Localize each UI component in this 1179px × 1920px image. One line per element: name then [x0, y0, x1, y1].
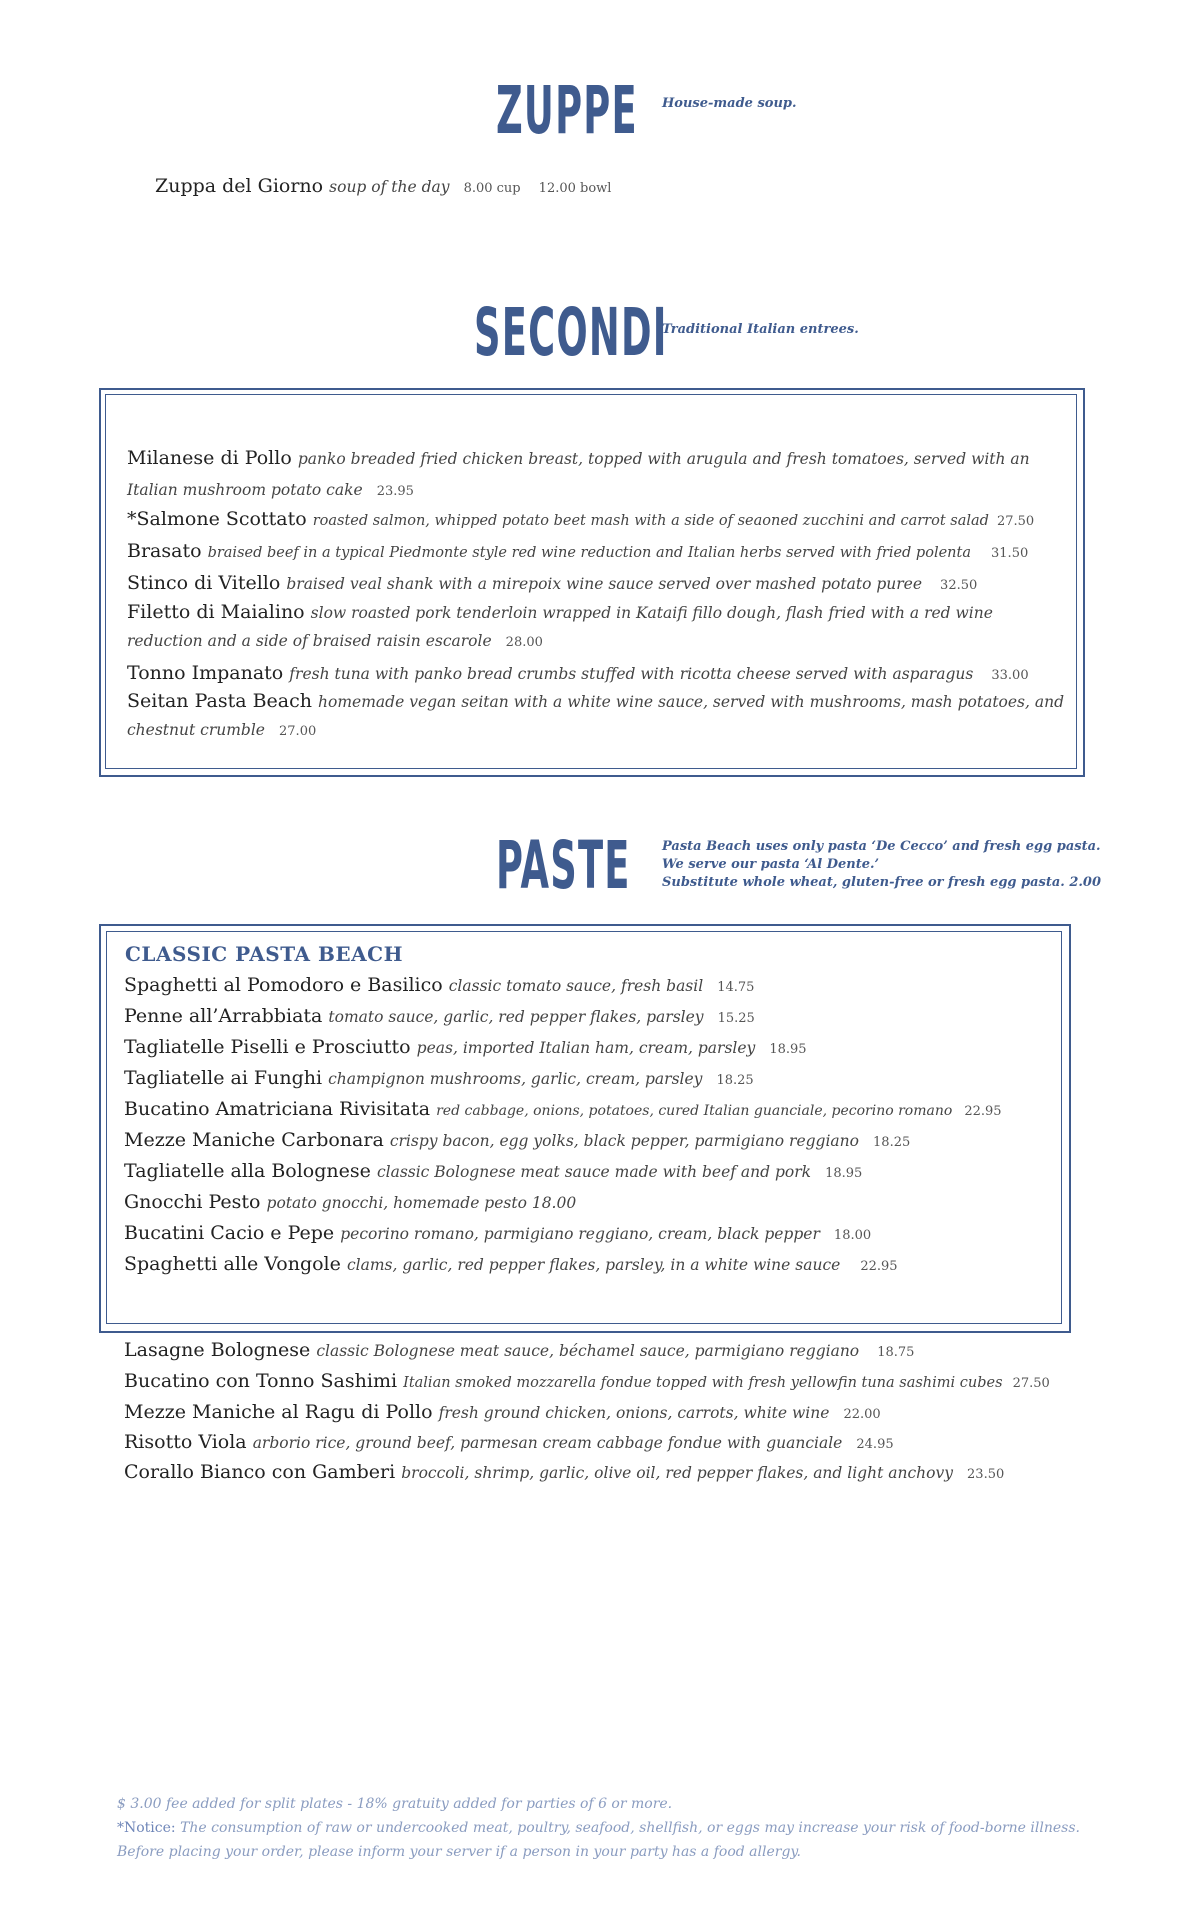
pasta-item: [124, 1335, 914, 1368]
item-desc: arborio rice, ground beef, parmesan cream cabbage fondue with guanciale: [252, 1434, 843, 1452]
paste-note-line: Pasta Beach uses only pasta ‘De Cecco’ and fresh egg pasta.: [662, 839, 1101, 854]
item-price: 27.50: [1012, 1376, 1050, 1391]
item-desc: Italian smoked mozzarella fondue topped with fresh yellowfin tuna sashimi cubes: [403, 1375, 1003, 1391]
pasta-item: [124, 1366, 1050, 1399]
item-desc: champignon mushrooms, garlic, cream, parsley: [328, 1070, 703, 1088]
item-price-cup: 8.00 cup: [463, 181, 521, 196]
item-desc: homemade vegan seitan with a white wine sauce, served with mushrooms, mash potatoes, and chestnut crumble: [127, 693, 1065, 739]
item-price: 33.00: [991, 668, 1029, 683]
pasta-item: [124, 1427, 894, 1460]
item-name: Zuppa del Giorno: [155, 175, 324, 197]
item-name: Mezze Maniche Carbonara: [124, 1129, 384, 1151]
item-desc: potato gnocchi, homemade pesto 18.00: [266, 1194, 577, 1212]
item-name: Gnocchi Pesto: [124, 1191, 261, 1213]
classic-pasta-item: [124, 970, 754, 1003]
item-price: 24.95: [856, 1437, 894, 1452]
item-desc: fresh ground chicken, onions, carrots, white wine: [438, 1404, 830, 1422]
item-price: 18.00: [833, 1228, 872, 1243]
item-name: Stinco di Vitello: [127, 572, 281, 594]
item-price: 22.95: [964, 1104, 1002, 1119]
item-price: 22.95: [860, 1259, 898, 1274]
item-desc: fresh tuna with panko bread crumbs stuffed with ricotta cheese served with asparagus: [289, 665, 974, 683]
item-name: Tagliatelle alla Bolognese: [124, 1160, 371, 1182]
item-price: 18.25: [873, 1135, 911, 1150]
item-price: 22.00: [843, 1407, 881, 1422]
zuppe-note: House-made soup.: [662, 96, 797, 111]
item-name: Brasato: [127, 540, 202, 562]
item-price: 15.25: [717, 1011, 755, 1026]
footer-allergy: Before placing your order, please inform your server if a person in your party has a food allergy.: [117, 1844, 801, 1860]
notice-text: The consumption of raw or undercooked meat, poultry, seafood, shellfish, or eggs may increase your risk of food-borne illness.: [175, 1820, 1080, 1836]
item-price: 23.50: [967, 1467, 1005, 1482]
classic-pasta-item: [124, 1032, 807, 1065]
paste-note: [662, 838, 1101, 892]
item-name: Bucatino Amatriciana Rivisitata: [124, 1098, 431, 1120]
item-name: Filetto di Maialino: [127, 601, 305, 623]
zuppa-item: [155, 171, 611, 204]
item-name: Penne all’Arrabbiata: [124, 1005, 323, 1027]
item-price: 32.50: [940, 578, 978, 593]
item-name: Tagliatelle Piselli e Prosciutto: [124, 1036, 411, 1058]
item-name: Bucatini Cacio e Pepe: [124, 1222, 335, 1244]
item-desc: clams, garlic, red pepper flakes, parsley, in a white wine sauce: [346, 1256, 841, 1274]
item-desc: braised veal shank with a mirepoix wine sauce served over mashed potato puree: [286, 575, 922, 593]
item-name: Lasagne Bolognese: [124, 1339, 311, 1361]
item-desc: braised beef in a typical Piedmonte style red wine reduction and Italian herbs served with fried polenta: [207, 545, 971, 561]
item-desc: pecorino romano, parmigiano reggiano, cream, black pepper: [340, 1225, 820, 1243]
footer-notice: [117, 1816, 1080, 1840]
item-desc: peas, imported Italian ham, cream, parsley: [416, 1039, 756, 1057]
classic-pasta-item: [124, 1156, 862, 1189]
pasta-item: [124, 1397, 881, 1430]
item-desc: classic tomato sauce, fresh basil: [448, 977, 704, 995]
item-price: 28.00: [505, 635, 543, 650]
item-name: Risotto Viola: [124, 1431, 247, 1453]
secondi-item: [127, 599, 1067, 656]
item-name: Seitan Pasta Beach: [127, 690, 312, 712]
item-name: Spaghetti alle Vongole: [124, 1253, 341, 1275]
item-desc: classic Bolognese meat sauce made with beef and pork: [376, 1163, 812, 1181]
footer-fees: $ 3.00 fee added for split plates - 18% gratuity added for parties of 6 or more.: [117, 1796, 673, 1812]
item-desc: roasted salmon, whipped potato beet mash with a side of seaoned zucchini and carrot salad: [312, 513, 989, 529]
classic-pasta-item: [124, 1218, 871, 1251]
secondi-item: [127, 536, 1028, 569]
secondi-item: [127, 688, 1067, 745]
item-name: Corallo Bianco con Gamberi: [124, 1461, 396, 1483]
classic-pasta-item: [124, 1187, 576, 1218]
item-name: *Salmone Scottato: [127, 508, 307, 530]
item-name: Mezze Maniche al Ragu di Pollo: [124, 1401, 433, 1423]
item-price: 23.95: [376, 484, 414, 499]
notice-label: *Notice:: [117, 1820, 176, 1836]
secondi-item: [127, 504, 1034, 537]
secondi-item: [127, 443, 1067, 507]
item-name: Bucatino con Tonno Sashimi: [124, 1370, 398, 1392]
item-price: 14.75: [717, 980, 755, 995]
item-price: 27.50: [996, 514, 1035, 529]
item-price: 27.00: [279, 724, 317, 739]
item-name: Tagliatelle ai Funghi: [124, 1067, 323, 1089]
secondi-title: SECONDI: [474, 294, 668, 371]
paste-title: PASTE: [496, 827, 631, 904]
classic-pasta-item: [124, 1249, 898, 1282]
item-desc: classic Bolognese meat sauce, béchamel sauce, parmigiano reggiano: [316, 1342, 860, 1360]
pasta-item: [124, 1457, 1004, 1490]
item-price: 18.95: [769, 1042, 807, 1057]
classic-pasta-item: [124, 1094, 1002, 1127]
zuppe-title: ZUPPE: [496, 72, 638, 149]
classic-pasta-item: [124, 1001, 755, 1034]
secondi-item: [127, 568, 977, 601]
item-desc: slow roasted pork tenderloin wrapped in Kataifi fillo dough, flash fried with a red wine reduction and a side of braised raisin escarole: [127, 604, 993, 650]
item-price-bowl: 12.00 bowl: [538, 181, 612, 196]
secondi-item: [127, 658, 1029, 691]
item-desc: broccoli, shrimp, garlic, olive oil, red pepper flakes, and light anchovy: [401, 1464, 953, 1482]
item-price: 18.75: [877, 1345, 915, 1360]
classic-pasta-heading: CLASSIC PASTA BEACH: [125, 942, 403, 966]
item-desc: soup of the day: [329, 178, 450, 196]
item-desc: tomato sauce, garlic, red pepper flakes, parsley: [328, 1008, 704, 1026]
classic-pasta-item: [124, 1125, 910, 1158]
item-desc: crispy bacon, egg yolks, black pepper, parmigiano reggiano: [389, 1132, 859, 1150]
classic-pasta-item: [124, 1063, 754, 1096]
item-name: Spaghetti al Pomodoro e Basilico: [124, 974, 443, 996]
paste-note-line: We serve our pasta ‘Al Dente.’: [662, 857, 880, 872]
item-price: 31.50: [991, 546, 1029, 561]
item-name: Milanese di Pollo: [127, 447, 292, 469]
item-price: 18.95: [825, 1166, 863, 1181]
paste-note-line: Substitute whole wheat, gluten-free or fresh egg pasta. 2.00: [662, 875, 1102, 890]
secondi-note: Traditional Italian entrees.: [662, 322, 859, 337]
item-desc: panko breaded fried chicken breast, topped with arugula and fresh tomatoes, served with an Italian mushroom potato cake: [127, 450, 1030, 499]
item-price: 18.25: [716, 1073, 754, 1088]
item-desc: red cabbage, onions, potatoes, cured Italian guanciale, pecorino romano: [436, 1103, 953, 1119]
item-name: Tonno Impanato: [127, 662, 284, 684]
